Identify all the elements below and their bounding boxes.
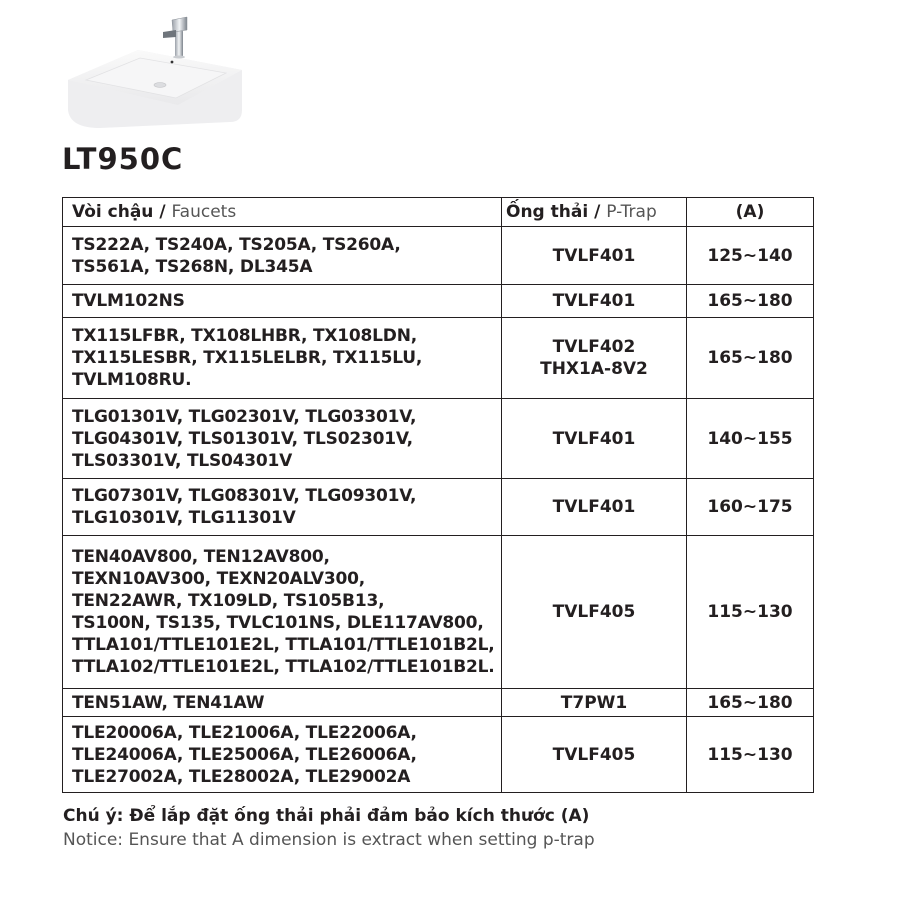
ptrap-model-cell xyxy=(502,536,687,689)
faucet-models-cell xyxy=(63,318,502,399)
table-row xyxy=(63,227,814,285)
ptrap-model: TVLF401 xyxy=(552,245,636,266)
table-row xyxy=(63,479,814,536)
model-title: LT950C xyxy=(62,142,184,176)
faucet-models-line: TLG07301V, TLG08301V, TLG09301V, xyxy=(72,486,417,506)
faucet-models-line: TEN51AW, TEN41AW xyxy=(72,692,265,713)
faucet-models-line: TVLM102NS xyxy=(72,291,185,311)
faucet-models-line: TLE24006A, TLE25006A, TLE26006A, xyxy=(72,744,417,765)
table-row xyxy=(63,536,814,689)
dimension-a-cell: 160~175 xyxy=(687,479,814,536)
ptrap-model: TVLF402 xyxy=(552,337,636,357)
faucet-models-line: TEXN10AV300, TEXN20ALV300, xyxy=(72,569,365,589)
dimension-a-cell: 165~180 xyxy=(687,285,814,318)
dimension-a-cell: 140~155 xyxy=(687,399,814,479)
ptrap-model: TVLF405 xyxy=(552,744,636,765)
faucet-models-line: TVLM108RU. xyxy=(72,370,192,390)
note-english: Notice: Ensure that A dimension is extract when setting p-trap xyxy=(63,830,595,850)
ptrap-model: TVLF405 xyxy=(552,602,636,622)
dimension-a-cell: 115~130 xyxy=(687,536,814,689)
header-faucets: Vòi chậu / Faucets xyxy=(63,198,502,227)
ptrap-model-cell xyxy=(502,285,687,318)
faucet-models-cell xyxy=(63,689,502,717)
ptrap-model-cell xyxy=(502,717,687,793)
dimension-a-cell: 115~130 xyxy=(687,717,814,793)
faucet-models-cell xyxy=(63,479,502,536)
dimension-a-cell: 165~180 xyxy=(687,318,814,399)
faucet-models-line: TEN40AV800, TEN12AV800, xyxy=(72,547,330,567)
ptrap-model: THX1A-8V2 xyxy=(540,359,648,379)
faucet-models-line: TEN22AWR, TX109LD, TS105B13, xyxy=(72,591,385,611)
ptrap-model-cell xyxy=(502,399,687,479)
ptrap-model: TVLF401 xyxy=(552,291,636,311)
faucet-models-line: TS222A, TS240A, TS205A, TS260A, xyxy=(72,234,401,255)
table-row xyxy=(63,285,814,318)
table-row xyxy=(63,318,814,399)
header-dimension: (A) xyxy=(687,198,814,227)
faucet-models-cell xyxy=(63,536,502,689)
faucet-models-line: TX115LESBR, TX115LELBR, TX115LU, xyxy=(72,348,423,368)
ptrap-model: TVLF401 xyxy=(552,497,636,517)
dimension-a-cell: 165~180 xyxy=(687,689,814,717)
table-header-row xyxy=(63,198,814,227)
faucet-models-line: TLG01301V, TLG02301V, TLG03301V, xyxy=(72,406,417,427)
faucet-models-line: TLG10301V, TLG11301V xyxy=(72,508,296,528)
faucet-models-line: TX115LFBR, TX108LHBR, TX108LDN, xyxy=(72,326,417,346)
faucet-models-cell xyxy=(63,717,502,793)
faucet-models-line: TLE27002A, TLE28002A, TLE29002A xyxy=(72,766,411,787)
faucet-models-line: TTLA102/TTLE101E2L, TTLA102/TTLE101B2L. xyxy=(72,657,495,677)
table-row xyxy=(63,399,814,479)
dimension-a-cell: 125~140 xyxy=(687,227,814,285)
installation-note xyxy=(63,804,595,852)
faucet-models-cell xyxy=(63,227,502,285)
ptrap-model-cell xyxy=(502,227,687,285)
ptrap-model-cell xyxy=(502,318,687,399)
ptrap-model: TVLF401 xyxy=(552,428,636,449)
header-ptrap: Ống thải / P-Trap xyxy=(502,198,687,227)
faucet-models-line: TTLA101/TTLE101E2L, TTLA101/TTLE101B2L, xyxy=(72,635,495,655)
compatibility-table xyxy=(62,197,814,793)
table-row xyxy=(63,689,814,717)
table-row xyxy=(63,717,814,793)
note-vietnamese: Chú ý: Để lắp đặt ống thải phải đảm bảo kích thước (A) xyxy=(63,806,590,826)
faucet-models-line: TLS03301V, TLS04301V xyxy=(72,450,293,471)
faucet-models-line: TS100N, TS135, TVLC101NS, DLE117AV800, xyxy=(72,613,484,633)
ptrap-model-cell xyxy=(502,479,687,536)
faucet-models-cell xyxy=(63,399,502,479)
faucet-models-line: TLE20006A, TLE21006A, TLE22006A, xyxy=(72,722,417,743)
faucet-models-cell xyxy=(63,285,502,318)
faucet-models-line: TLG04301V, TLS01301V, TLS02301V, xyxy=(72,428,413,449)
washbasin-product-image xyxy=(60,10,250,130)
ptrap-model-cell xyxy=(502,689,687,717)
faucet-models-line: TS561A, TS268N, DL345A xyxy=(72,256,313,277)
ptrap-model: T7PW1 xyxy=(560,692,628,713)
